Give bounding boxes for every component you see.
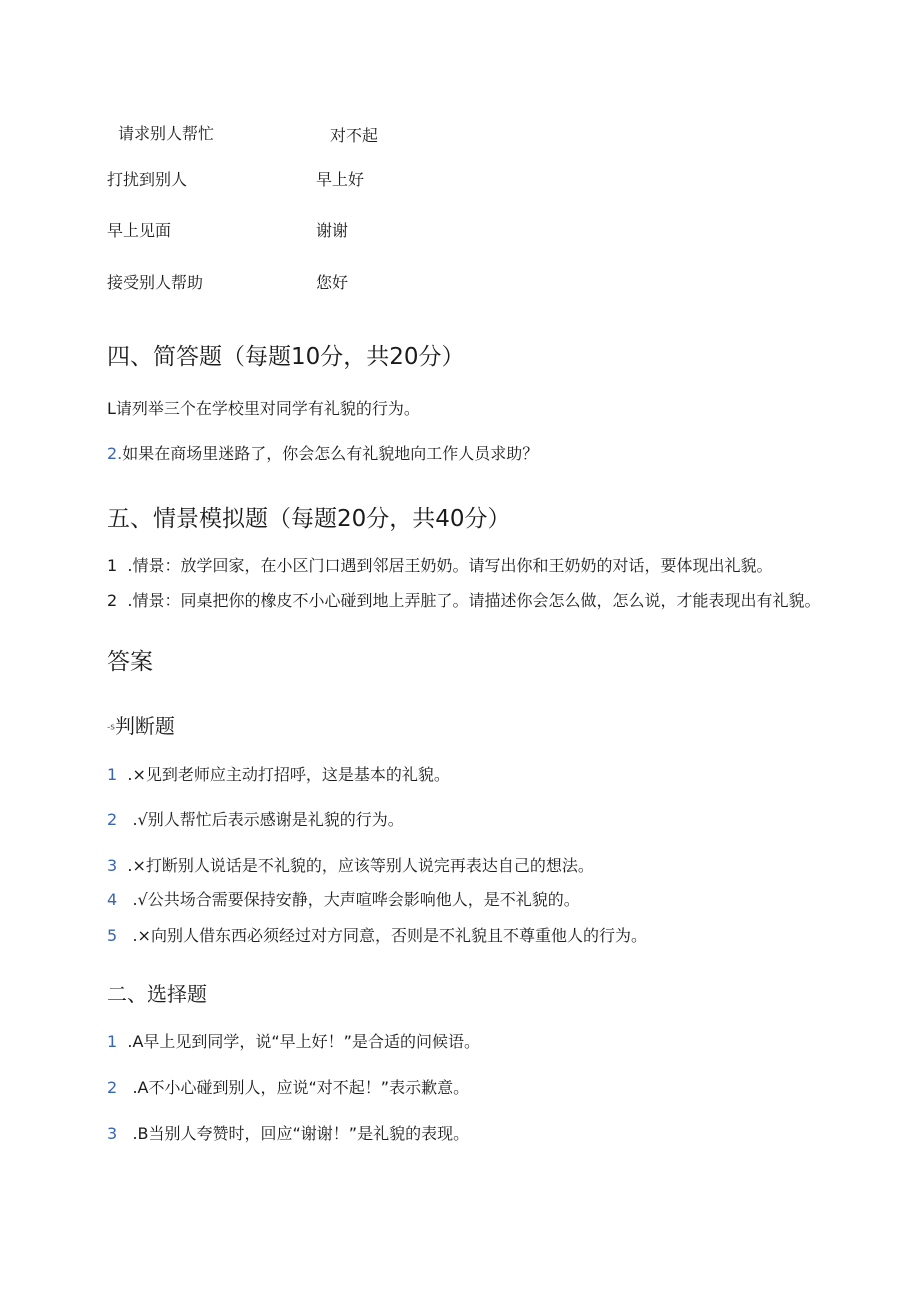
item-number: 1 — [107, 765, 118, 784]
item-text: .×打断别人说话是不礼貌的，应该等别人说完再表达自己的想法。 — [127, 856, 594, 875]
question-number: 2. — [107, 444, 123, 463]
item-text: .A早上见到同学，说“早上好！”是合适的问候语。 — [127, 1032, 480, 1051]
item-number: 3 — [107, 1124, 118, 1143]
question-text: 如果在商场里迷路了，你会怎么有礼貌地向工作人员求助？ — [122, 444, 539, 463]
match-right-3: 谢谢 — [316, 221, 349, 240]
judge-answer-2 — [107, 810, 404, 830]
item-number: 3 — [107, 856, 118, 875]
item-text: .情景：放学回家，在小区门口遇到邻居王奶奶。请写出你和王奶奶的对话，要体现出礼貌。 — [127, 556, 773, 575]
match-left-1: 请求别人帮忙 — [118, 124, 215, 143]
judge-answer-3 — [107, 856, 594, 876]
judge-section-title — [107, 713, 175, 741]
item-number: 1 — [107, 556, 118, 575]
item-number: 2 — [107, 591, 118, 610]
item-text: .×见到老师应主动打招呼，这是基本的礼貌。 — [127, 765, 450, 784]
item-text: .√公共场合需要保持安静，大声喧哗会影响他人，是不礼貌的。 — [132, 890, 580, 909]
choice-answer-2 — [107, 1078, 469, 1098]
choice-section-title: 二、选择题 — [107, 982, 207, 1006]
item-text: .情景：同桌把你的橡皮不小心碰到地上弄脏了。请描述你会怎么做，怎么说，才能表现出有礼貌。 — [127, 591, 821, 610]
item-text: .B当别人夸赞时，回应“谢谢！”是礼貌的表现。 — [132, 1124, 470, 1143]
section5-item-2 — [107, 591, 820, 611]
item-number: 1 — [107, 1032, 118, 1051]
choice-answer-3 — [107, 1124, 469, 1144]
match-right-4: 您好 — [316, 273, 349, 292]
match-right-1: 对不起 — [330, 126, 379, 145]
match-left-4: 接受别人帮助 — [107, 273, 204, 292]
item-number: 2 — [107, 810, 118, 829]
judge-title-text: 判断题 — [114, 714, 175, 738]
item-number: 2 — [107, 1078, 118, 1097]
section5-title: 五、情景模拟题（每题20分，共40分） — [107, 506, 511, 532]
answers-title: 答案 — [107, 649, 153, 675]
section5-item-1 — [107, 556, 772, 576]
judge-answer-1 — [107, 765, 450, 785]
item-text: .√别人帮忙后表示感谢是礼貌的行为。 — [132, 810, 404, 829]
section4-title: 四、简答题（每题10分，共20分） — [107, 344, 465, 370]
judge-answer-4 — [107, 890, 580, 910]
item-number: 5 — [107, 926, 118, 945]
item-text: .×向别人借东西必须经过对方同意，否则是不礼貌且不尊重他人的行为。 — [132, 926, 647, 945]
match-left-3: 早上见面 — [107, 221, 172, 240]
item-text: .A不小心碰到别人，应说“对不起！”表示歉意。 — [132, 1078, 470, 1097]
section-mark: -s — [107, 722, 115, 733]
item-number: 4 — [107, 890, 118, 909]
section4-question-1: L请列举三个在学校里对同学有礼貌的行为。 — [107, 399, 420, 418]
match-right-2: 早上好 — [316, 170, 365, 189]
judge-answer-5 — [107, 926, 647, 946]
match-left-2: 打扰到别人 — [107, 170, 188, 189]
choice-answer-1 — [107, 1032, 480, 1052]
section4-question-2 — [107, 444, 538, 464]
